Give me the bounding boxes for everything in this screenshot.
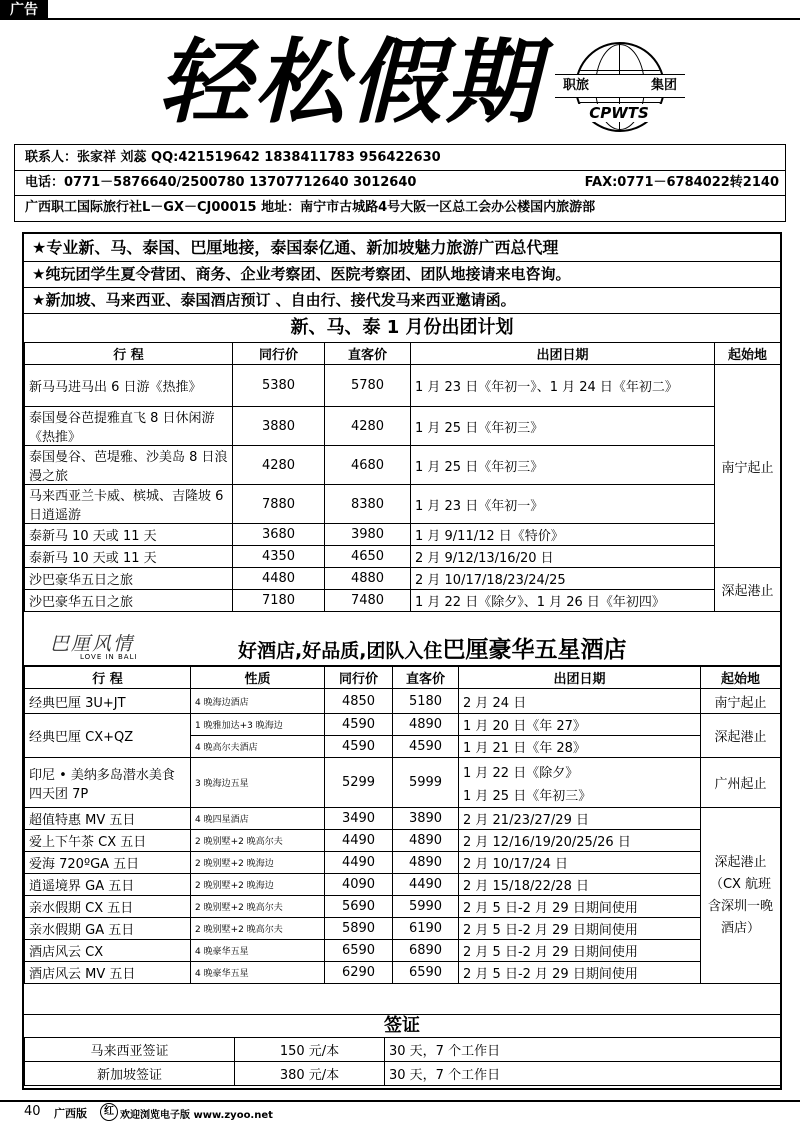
page-footer (0, 1100, 800, 1124)
table-row: 沙巴豪华五日之旅 4480 4880 2 月 10/17/18/23/24/25 深起港止 (25, 568, 781, 590)
contact-line-2: 电话：0771－5876640/2500780 13707712640 3012640 (25, 175, 417, 190)
promo-line-3: ★新加坡、马来西亚、泰国酒店预订 、自由行、接代发马来西亚邀请函。 (24, 288, 780, 314)
table-row: 逍遥境界 GA 五日 2 晚别墅+2 晚海边 4090 4490 2 月 15/18/22/28 日 (25, 874, 781, 896)
logo-mark: CPWTS (569, 104, 669, 122)
logo-left-text: 职旅 (563, 78, 590, 93)
brand-title: 轻松假期 (157, 28, 542, 136)
table-row: 新加坡签证 380 元/本 30 天，7 个工作日 (25, 1062, 781, 1086)
page-number: 40 (24, 1104, 41, 1119)
table-row: 经典巴厘 3U+JT 4 晚海边酒店 4850 5180 2 月 24 日 南宁起止 (25, 689, 781, 714)
th-dates: 出团日期 (459, 667, 701, 689)
table-row: 泰新马 10 天或 11 天 3680 3980 1 月 9/11/12 日《特价》 (25, 524, 781, 546)
footer-text[interactable]: 欢迎浏览电子版 www.zyoo.net (120, 1110, 273, 1121)
bali-logo (50, 629, 190, 663)
origin-guangzhou: 广州起止 (701, 758, 781, 808)
table-row: 4 晚高尔夫酒店 4590 4590 1 月 21 日《年 28》 (25, 736, 781, 758)
table2 (24, 666, 781, 984)
th-dates: 出团日期 (411, 343, 715, 365)
table-row: 爱海 720ºGA 五日 2 晚别墅+2 晚海边 4490 4890 2 月 10/17/24 日 (25, 852, 781, 874)
table-row: 马来西亚兰卡威、槟城、吉隆坡 6 日逍遥游 7880 8380 1 月 23 日《年初一》 (25, 485, 781, 524)
table-row: 爱上下午茶 CX 五日 2 晚别墅+2 晚高尔夫 4490 4890 2 月 12/16/19/20/25/26 日 (25, 830, 781, 852)
promo-line-2: ★纯玩团学生夏令营团、商务、企业考察团、医院考察团、团队地接请来电咨询。 (24, 262, 780, 288)
th-peer: 同行价 (325, 667, 393, 689)
edition-label: 广西版 (54, 1107, 87, 1120)
origin-nanning: 南宁起止 (701, 689, 781, 714)
table1-title: 新、马、泰 1 月份出团计划 (24, 314, 780, 343)
contact-line-1: 联系人：张家祥 刘蕊 QQ:421519642 1838411783 956422630 (25, 150, 441, 165)
promo-line-1: ★专业新、马、泰国、巴厘地接，泰国泰亿通、新加坡魅力旅游广西总代理 (24, 234, 780, 262)
table-row: 酒店风云 CX 4 晚豪华五星 6590 6890 2 月 5 日-2 月 29 日期间使用 (25, 940, 781, 962)
logo-right-text: 集团 (650, 78, 677, 93)
th-type: 性质 (191, 667, 325, 689)
bali-slogan-highlight: 巴厘豪华五星酒店 (442, 637, 627, 663)
bali-logo-sub: LOVE IN BALI (80, 653, 138, 661)
origin-shenzhen: 深起港止 (701, 714, 781, 758)
contact-fax: FAX:0771－6784022转2140 (584, 175, 779, 190)
contact-line-3: 广西职工国际旅行社L－GX－CJ00015 地址：南宁市古城路4号大阪一区总工会办公楼国内旅游部 (25, 200, 596, 215)
th-route: 行 程 (25, 343, 233, 365)
th-route: 行 程 (25, 667, 191, 689)
main-panel (22, 232, 782, 1090)
table-row: 印尼 • 美纳多岛潜水美食四天团 7P 3 晚海边五星 5299 5999 1 月 22 日《除夕》 1 月 25 日《年初三》 广州起止 (25, 758, 781, 808)
table-row: 泰新马 10 天或 11 天 4350 4650 2 月 9/12/13/16/20 日 (25, 546, 781, 568)
origin-shenzhen-note: 深起港止 （CX 航班含深圳一晚酒店） (701, 808, 781, 984)
contact-box (14, 144, 786, 222)
table-row: 泰国曼谷、芭堤雅、沙美岛 8 日浪漫之旅 4280 4680 1 月 25 日《年初三》 (25, 446, 781, 485)
table-row: 马来西亚签证 150 元/本 30 天，7 个工作日 (25, 1038, 781, 1062)
visa-table (24, 1037, 781, 1086)
th-direct: 直客价 (393, 667, 459, 689)
th-origin: 起始地 (701, 667, 781, 689)
bali-banner (24, 627, 780, 666)
th-direct: 直客价 (325, 343, 411, 365)
table-row: 超值特惠 MV 五日 4 晚四星酒店 3490 3890 2 月 21/23/27/29 日 深起港止 （CX 航班含深圳一晚酒店） (25, 808, 781, 830)
table-row: 泰国曼谷芭提雅直飞 8 日休闲游《热推》 3880 4280 1 月 25 日《年初三》 (25, 407, 781, 446)
ad-tag: 广告 (0, 0, 48, 20)
bali-logo-script: 巴厘风情 (50, 633, 135, 655)
table-row: 经典巴厘 CX+QZ 1 晚雅加达+3 晚海边 4590 4890 1 月 20 日《年 27》 深起港止 (25, 714, 781, 736)
hong-icon: 红 (100, 1103, 118, 1121)
origin-shenzhen: 深起港止 (715, 568, 781, 612)
top-rule (48, 18, 800, 20)
origin-nanning: 南宁起止 (715, 365, 781, 568)
table-row: 沙巴豪华五日之旅 7180 7480 1 月 22 日《除夕》、1 月 26 日《年初四》 (25, 590, 781, 612)
th-origin: 起始地 (715, 343, 781, 365)
table-row: 亲水假期 GA 五日 2 晚别墅+2 晚高尔夫 5890 6190 2 月 5 日-2 月 29 日期间使用 (25, 918, 781, 940)
bali-slogan: 好酒店,好品质,团队入住巴厘豪华五星酒店 (238, 637, 627, 663)
table-row: 亲水假期 CX 五日 2 晚别墅+2 晚高尔夫 5690 5990 2 月 5 日-2 月 29 日期间使用 (25, 896, 781, 918)
visa-title: 签证 (24, 1014, 780, 1038)
agency-logo (555, 40, 685, 130)
table-row: 酒店风云 MV 五日 4 晚豪华五星 6290 6590 2 月 5 日-2 月 29 日期间使用 (25, 962, 781, 984)
th-peer: 同行价 (233, 343, 325, 365)
table-row: 新马马进马出 6 日游《热推》 5380 5780 1 月 23 日《年初一》、1 月 24 日《年初二》 南宁起止 (25, 365, 781, 407)
table1 (24, 342, 781, 612)
